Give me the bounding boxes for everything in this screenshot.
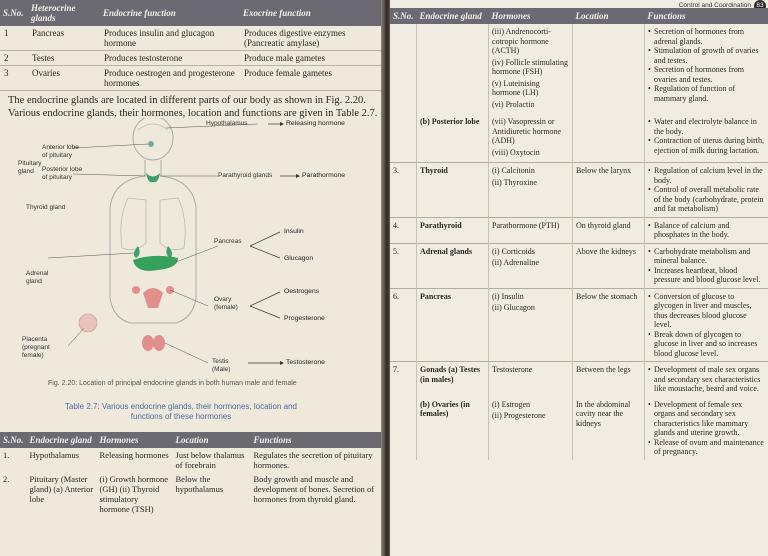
label-glucagon: Glucagon [284,255,314,262]
col-hormones: Hormones [491,11,531,21]
cell: In the abdominal cavity near the kidneys [573,397,645,460]
hormone-entry: (vi) Prolactin [492,99,535,109]
function-item: • Balance of calcium and phosphates in the body. [648,221,765,240]
pituitary-mark [148,141,154,147]
cell: 3 [0,66,28,91]
cell: Produces insulin and glucagon hormone [100,26,240,51]
cell [645,362,768,397]
cell: 7. [390,362,417,397]
chapter-title: Control and Coordination [678,2,751,9]
function-item: • Carbohydrate metabolism and mineral balance. [648,247,765,266]
cell [645,397,768,460]
table-row [390,163,768,218]
cell: Ovaries [28,66,100,91]
col-functions: Functions [253,435,292,445]
label-parathormone: Parathormone [302,172,346,179]
function-item: • Control of overall metabolic rate of the body (carbohydrate, protein and fat metabolism) [648,185,765,214]
function-item: • Contraction of uterus during birth, ejection of milk during lactation. [648,136,765,155]
cell [390,24,417,114]
function-item: • Stimulation of growth of ovaries and testes. [648,46,765,65]
cell: 1 [0,26,28,51]
cell: Produce male gametes [240,51,384,66]
table-caption: Table 2.7: Various endocrine glands, their hormones, location and functions of these hormones [65,402,297,421]
table-row [390,217,768,243]
cell: Parathyroid [417,217,489,243]
cell: Adrenal glands [417,243,489,288]
endocrine-table-right [390,8,768,460]
function-item: • Increases heartbeat, blood pressure and blood glucose level. [648,266,765,285]
cell [645,163,768,218]
cell: Between the legs [573,362,645,397]
label-anterior-lobe: Anterior lobe of pituitary [42,144,79,159]
cell: Gonads (a) Testes (in males) [417,362,489,397]
function-item: • Secretion of hormones from adrenal glands. [648,27,765,46]
cell: Releasing hormones [99,450,169,460]
endocrine-table-left [0,432,384,516]
label-testosterone: Testosterone [286,359,325,366]
cell: 1. [3,450,10,460]
table-row [0,448,384,472]
col-location: Location [175,435,209,445]
cell [489,24,573,114]
hormone-entry: Testosterone [492,365,533,374]
col-gland: Heterocrine glands [31,3,76,23]
hormone-entry: Parathormone (PTH) [492,220,560,230]
function-item: • Regulation of function of mammary gland. [648,84,765,103]
cell: (b) Ovaries (in females) [417,397,489,460]
hormone-entry: (i) Calcitonin [492,166,535,175]
label-oestrogens: Oestrogens [284,288,320,295]
cell [645,114,768,163]
cell: 4. [390,217,417,243]
thyroid-mark [146,173,160,182]
label-thyroid: Thyroid gland [26,204,66,211]
function-item: • Water and electrolyte balance in the body. [648,117,765,136]
cell [645,217,768,243]
hormone-entry: (v) Luteinising hormone (LH) [492,78,540,97]
endocrine-diagram [18,118,358,408]
page-number: 83 [754,0,766,12]
label-posterior-lobe: Posterior lobe of pituitary [42,166,83,181]
hormone-entry: (ii) Glucagon [492,303,535,312]
cell: On thyroid gland [573,217,645,243]
hormone-entry: (i) Estrogen [492,399,531,409]
label-ovary: Ovary (female) [214,296,238,311]
cell [489,114,573,163]
hormone-entry: (i) Insulin [492,291,524,301]
cell: Just below thalamus of forebrain [175,450,245,470]
col-functions: Functions [647,11,686,21]
table-row [0,51,384,66]
col-gland: Endocrine gland [29,435,92,445]
col-endocrine: Endocrine function [103,8,176,18]
table-row [0,472,384,516]
label-placenta: Placenta (pregnant female) [22,336,50,359]
col-location: Location [575,11,609,21]
cell: Below the larynx [573,163,645,218]
cell: Produce oestrogen and progesterone hormones [100,66,240,91]
label-insulin: Insulin [284,228,304,235]
table-row [390,397,768,460]
endocrine-table-right-body [390,24,768,460]
pancreas-mark [133,256,178,271]
cell [573,114,645,163]
endocrine-table-right-header [390,8,768,24]
cell [489,362,573,397]
cell: Thyroid [417,163,489,218]
cell: (b) Posterior lobe [417,114,489,163]
function-item: • Development of male sex organs and secondary sex characteristics like moustache, beard and voice. [648,365,765,394]
intro-paragraph: The endocrine glands are located in different parts of our body as shown in Fig. 2.20. Various endocrine glands, their hormones, location and functions are given in Table 2.7. [8,95,378,119]
cell: Produces digestive enzymes (Pancreatic amylase) [240,26,384,51]
cell: Below the hypothalamus [175,474,224,494]
cell [489,243,573,288]
hormone-entry: (i) Corticoids [492,246,535,256]
table-row [0,66,384,91]
label-testis: Testis (Male) [212,358,231,373]
col-hormones: Hormones [99,435,139,445]
col-exocrine: Exocrine function [243,8,311,18]
hormone-entry: (ii) Adrenaline [492,258,539,267]
hormone-entry: (vii) Vasopressin or Antidiuretic hormone (ADH) [492,117,562,145]
function-item: • Release of ovum and maintenance of pregnancy. [648,438,765,457]
heterocrine-table [0,0,384,91]
col-sno: S.No. [3,8,24,18]
cell [573,24,645,114]
cell: 2. [3,474,10,484]
table-row [390,243,768,288]
cell [489,163,573,218]
table-row [390,288,768,362]
cell: Above the kidneys [573,243,645,288]
label-pancreas: Pancreas [214,238,242,245]
function-item: • Regulation of calcium level in the body. [648,166,765,185]
cell [489,397,573,460]
function-item: • Break down of glycogen to glucose in liver and so increases blood glucose level. [648,330,765,359]
cell: (i) Growth hormone (GH) (ii) Thyroid stimulatory hormone (TSH) [99,474,168,514]
label-parathyroid: Parathyroid glands [218,172,273,179]
cell [417,24,489,114]
figure-caption: Fig. 2.20: Location of principal endocrine glands in both human male and female [48,380,297,387]
hormone-entry: (iv) Follicle stimulating hormone (FSH) [492,57,569,76]
cell [489,217,573,243]
function-item: • Secretion of hormones from ovaries and testes. [648,65,765,84]
cell: Hypothalamus [29,450,80,460]
hormone-entry: (ii) Thyroxine [492,177,537,187]
function-item: • Conversion of glucose to glycogen in liver and muscles, thus decreases blood glucose level. [648,292,765,330]
cell [390,114,417,163]
col-sno: S.No. [393,11,414,21]
table-row [390,24,768,114]
cell [645,243,768,288]
cell [645,288,768,362]
cell [645,24,768,114]
hormone-entry: (viii) Oxytocin [492,147,540,157]
cell: Regulates the secretion of pituitary hormones. [253,450,373,470]
endocrine-table-left-header [0,432,384,448]
label-progesterone: Progesterone [284,315,325,322]
cell: Body growth and muscle and development of bones. Secretion of hormones from thyroid gland. [253,474,375,504]
cell: 6. [390,288,417,362]
cell: Below the stomach [573,288,645,362]
cell: Pituitary (Master gland) (a) Anterior lobe [29,474,94,504]
label-adrenal: Adrenal gland [26,270,49,285]
hormone-entry: (ii) Progesterone [492,411,546,420]
cell [390,397,417,460]
col-sno: S.No. [3,435,24,445]
cell: 3. [390,163,417,218]
cell: Produces testosterone [100,51,240,66]
label-releasing-hormone: Releasing hormone [286,120,345,127]
heterocrine-table-header [0,0,384,26]
cell: Pancreas [417,288,489,362]
function-item: • Development of female sex organs and secondary sex characteristics like mammary glands and uterine growth. [648,400,765,438]
cell: 5. [390,243,417,288]
col-gland: Endocrine gland [419,11,482,21]
table-row [390,362,768,397]
cell: 2 [0,51,28,66]
hormone-entry: (iii) Andrenocorti-cotropic hormone (ACTH) [492,27,551,55]
right-page [390,0,768,556]
cell: Pancreas [28,26,100,51]
table-row [390,114,768,163]
cell [489,288,573,362]
cell: Testes [28,51,100,66]
cell: Produce female gametes [240,66,384,91]
label-pituitary: Pituitary gland [18,160,42,175]
label-hypothalamus: Hypothalamus [206,120,248,127]
table-row [0,26,384,51]
